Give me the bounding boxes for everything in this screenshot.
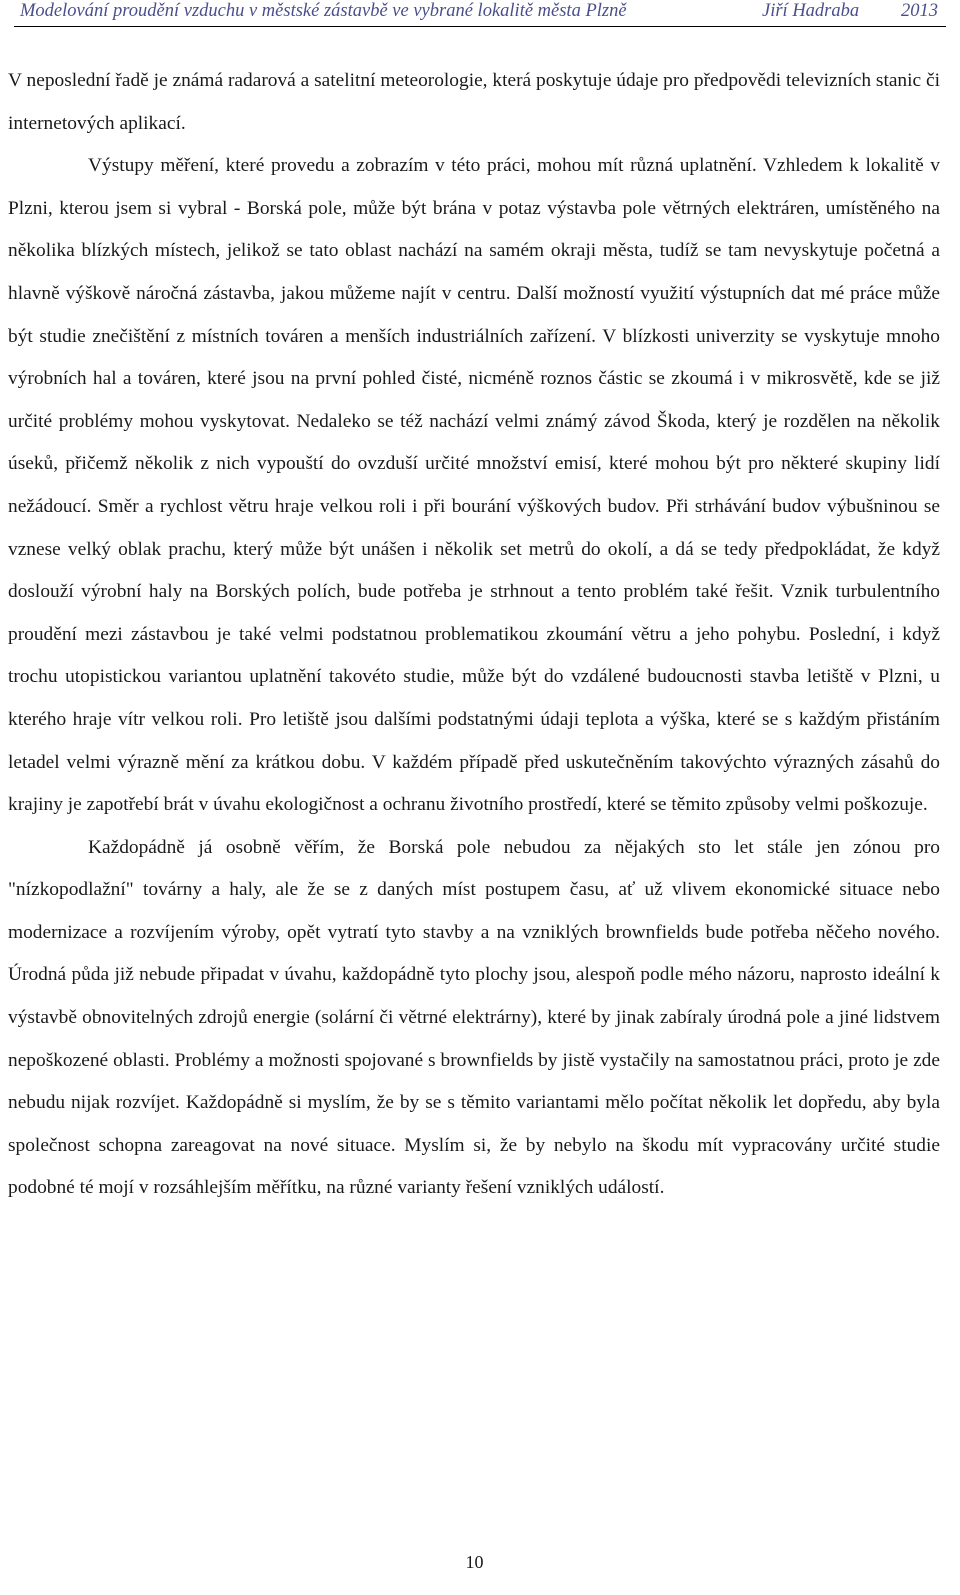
paragraph-meteorology: V neposlední řadě je známá radarová a satelitní meteorologie, která poskytuje údaje pro předpovědi televizních stanic či internetových aplikací.: [8, 70, 940, 134]
header-year: 2013: [901, 1, 938, 21]
page-body: [8, 60, 940, 1210]
header-title: Modelování proudění vzduchu v městské zástavbě ve vybrané lokalitě města Plzně: [20, 1, 627, 21]
paragraph-brownfields: Každopádně já osobně věřím, že Borská pole nebudou za nějakých sto let stále jen zónou pro "nízkopodlažní" továrny a haly, ale že se z daných míst postupem času, ať už vlivem ekonomické situace nebo modernizace a rozvíjením výroby, opět vytratí tyto stavby a na vzniklých brownfields bude potřeba něčeho nového. Úrodná půda již nebude připadat v úvahu, každopádně tyto plochy jsou, alespoň podle mého názoru, naprosto ideální k výstavbě obnovitelných zdrojů energie (solární či větrné elektrárny), které by jinak zabíraly úrodná pole a jiné lidstvem nepoškozené oblasti. Problémy a možnosti spojované s brownfields by jistě vystačily na samostatnou práci, proto je zde nebudu nijak rozvíjet. Každopádně si myslím, že by se s těmito variantami mělo počítat několik let dopředu, aby byla společnost schopna zareagovat na nové situace. Myslím si, že by nebylo na škodu mít vypracovány určité studie podobné té mojí v rozsáhlejším měřítku, na různé varianty řešení vzniklých událostí.: [8, 836, 940, 1199]
header-author: Jiří Hadraba: [762, 1, 860, 21]
paragraph-applications: Výstupy měření, které provedu a zobrazím v této práci, mohou mít různá uplatnění. Vzhledem k lokalitě v Plzni, kterou jsem si vybral - Borská pole, může být brána v potaz výstavba pole větrných elektráren, umístěného na několika blízkých místech, jelikož se tato oblast nachází na samém okraji města, tudíž se tam nevyskytuje početná a hlavně výškově náročná zástavba, jakou můžeme najít v centru. Další možností využití výstupních dat mé práce může být studie znečištění z místních továren a menších industriálních zařízení. V blízkosti univerzity se vyskytuje mnoho výrobních hal a továren, které jsou na první pohled čisté, nicméně roznos částic se zkoumá i v mikrosvětě, kde se již určité problémy mohou vyskytovat. Nedaleko se též nachází velmi známý závod Škoda, který je rozdělen na několik úseků, přičemž několik z nich vypouští do ovzduší určité množství emisí, které mohou být pro některé skupiny lidí nežádoucí. Směr a rychlost větru hraje velkou roli i při bourání výškových budov. Při strhávání budov výbušninou se vznese velký oblak prachu, který může být unášen i několik set metrů do okolí, a dá se tedy předpokládat, že když doslouží výrobní haly na Borských polích, bude potřeba je strhnout a tento problém také řešit. Vznik turbulentního proudění mezi zástavbou je také velmi podstatnou problematikou zkoumání větru a jeho pohybu. Poslední, i když trochu utopistickou variantou uplatnění takovéto studie, může být do vzdálené budoucnosti stavba letiště v Plzni, u kterého hraje vítr velkou roli. Pro letiště jsou dalšími podstatnými údaji teplota a výška, které se s každým přistáním letadel velmi výrazně mění za krátkou dobu. V každém případě před uskutečněním takovýchto výrazných zásahů do krajiny je zapotřebí brát v úvahu ekologičnost a ochranu životního prostředí, které se těmito způsoby velmi poškozuje.: [8, 155, 940, 816]
running-header: [14, 0, 946, 27]
page-number: 10: [465, 1552, 484, 1572]
